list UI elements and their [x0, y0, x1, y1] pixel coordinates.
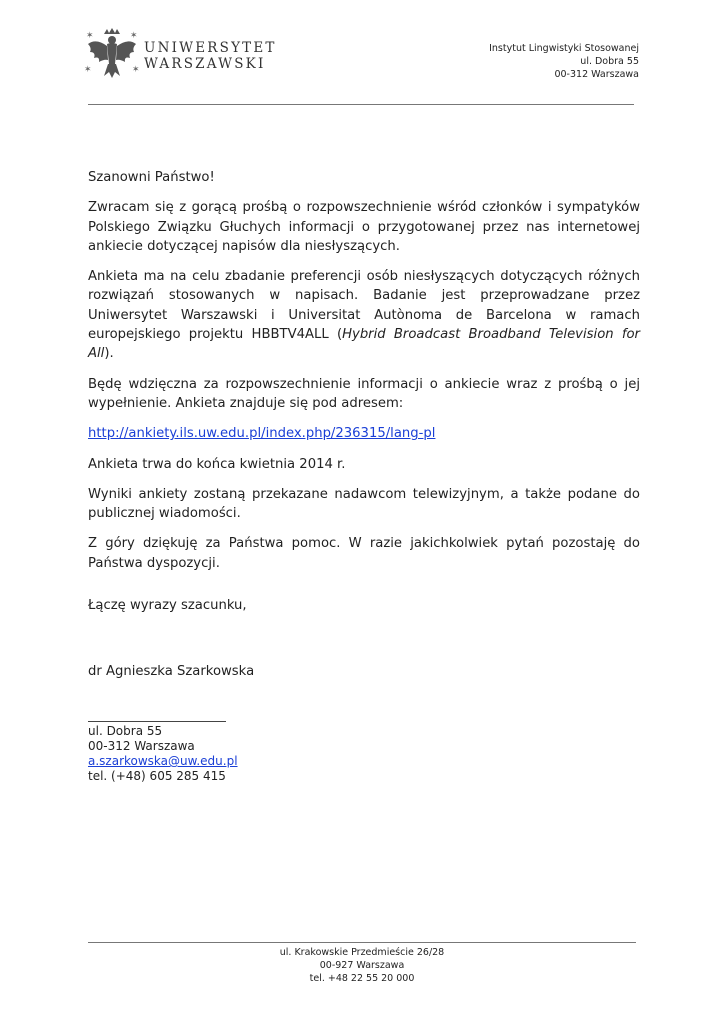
survey-link[interactable]: http://ankiety.ils.uw.edu.pl/index.php/236315/lang-pl	[88, 426, 436, 442]
signature-divider	[88, 721, 226, 722]
paragraph-2-start: Ankieta ma na celu zbadanie preferencji osób niesłyszących dotyczących różnych rozwiązań stosowanych w napisach. Badanie jest przeprowadzane przez Uniwersytet Warszawski i Universitat Autònoma de Barcelona w ramach europejskiego projektu HBBTV4ALL (	[88, 269, 640, 343]
svg-text:✶: ✶	[84, 65, 92, 75]
svg-text:✶: ✶	[130, 31, 138, 41]
salutation: Szanowni Państwo!	[88, 170, 215, 185]
footer-street: ul. Krakowskie Przedmieście 26/28	[279, 947, 445, 958]
paragraph-1: Zwracam się z gorącą prośbą o rozpowszechnienie wśród członków i sympatyków Polskiego Związku Głuchych informacji o przygotowanej przez nas internetowej ankiecie dotyczącej napisów dla niesłyszących.	[88, 200, 640, 254]
footer-city: 00-927 Warszawa	[319, 960, 405, 971]
logo-line-1: UNIWERSYTET	[144, 40, 277, 56]
contact-street: ul. Dobra 55	[88, 724, 163, 738]
footer-divider	[88, 942, 636, 943]
institute-street: ul. Dobra 55	[580, 56, 639, 67]
signer-name: dr Agnieszka Szarkowska	[88, 664, 255, 679]
footer-phone: tel. +48 22 55 20 000	[309, 973, 415, 984]
university-logo	[84, 26, 277, 86]
survey-link-paragraph	[88, 424, 640, 443]
contact-email-link[interactable]: a.szarkowska@uw.edu.pl	[88, 754, 238, 768]
svg-text:✶: ✶	[86, 31, 94, 41]
svg-text:✶: ✶	[132, 65, 140, 75]
paragraph-5: Wyniki ankiety zostaną przekazane nadawcom telewizyjnym, a także podane do publicznej wiadomości.	[88, 486, 640, 522]
closing: Łączę wyrazy szacunku,	[88, 598, 247, 613]
paragraph-3: Będę wdzięczna za rozpowszechnienie informacji o ankiecie wraz z prośbą o jej wypełnienie. Ankieta znajduje się pod adresem:	[88, 376, 640, 411]
contact-phone: tel. (+48) 605 285 415	[88, 769, 226, 783]
eagle-emblem-icon	[84, 26, 140, 86]
header-divider	[88, 104, 634, 105]
logo-line-2: WARSZAWSKI	[144, 56, 266, 72]
footer-address	[88, 946, 636, 985]
paragraph-2	[88, 267, 640, 363]
institute-city: 00-312 Warszawa	[554, 69, 639, 80]
letter-body	[88, 168, 640, 584]
institute-address	[489, 42, 639, 81]
contact-city: 00-312 Warszawa	[88, 739, 195, 753]
paragraph-2-end: ).	[104, 346, 114, 362]
institute-name: Instytut Lingwistyki Stosowanej	[489, 43, 639, 54]
paragraph-6: Z góry dziękuję za Państwa pomoc. W razie jakichkolwiek pytań pozostaję do Państwa dyspozycji.	[88, 536, 640, 571]
project-full-name: Hybrid Broadcast Broadband Television for All	[88, 327, 640, 362]
signer-contact	[88, 724, 238, 784]
paragraph-4: Ankieta trwa do końca kwietnia 2014 r.	[88, 456, 346, 472]
